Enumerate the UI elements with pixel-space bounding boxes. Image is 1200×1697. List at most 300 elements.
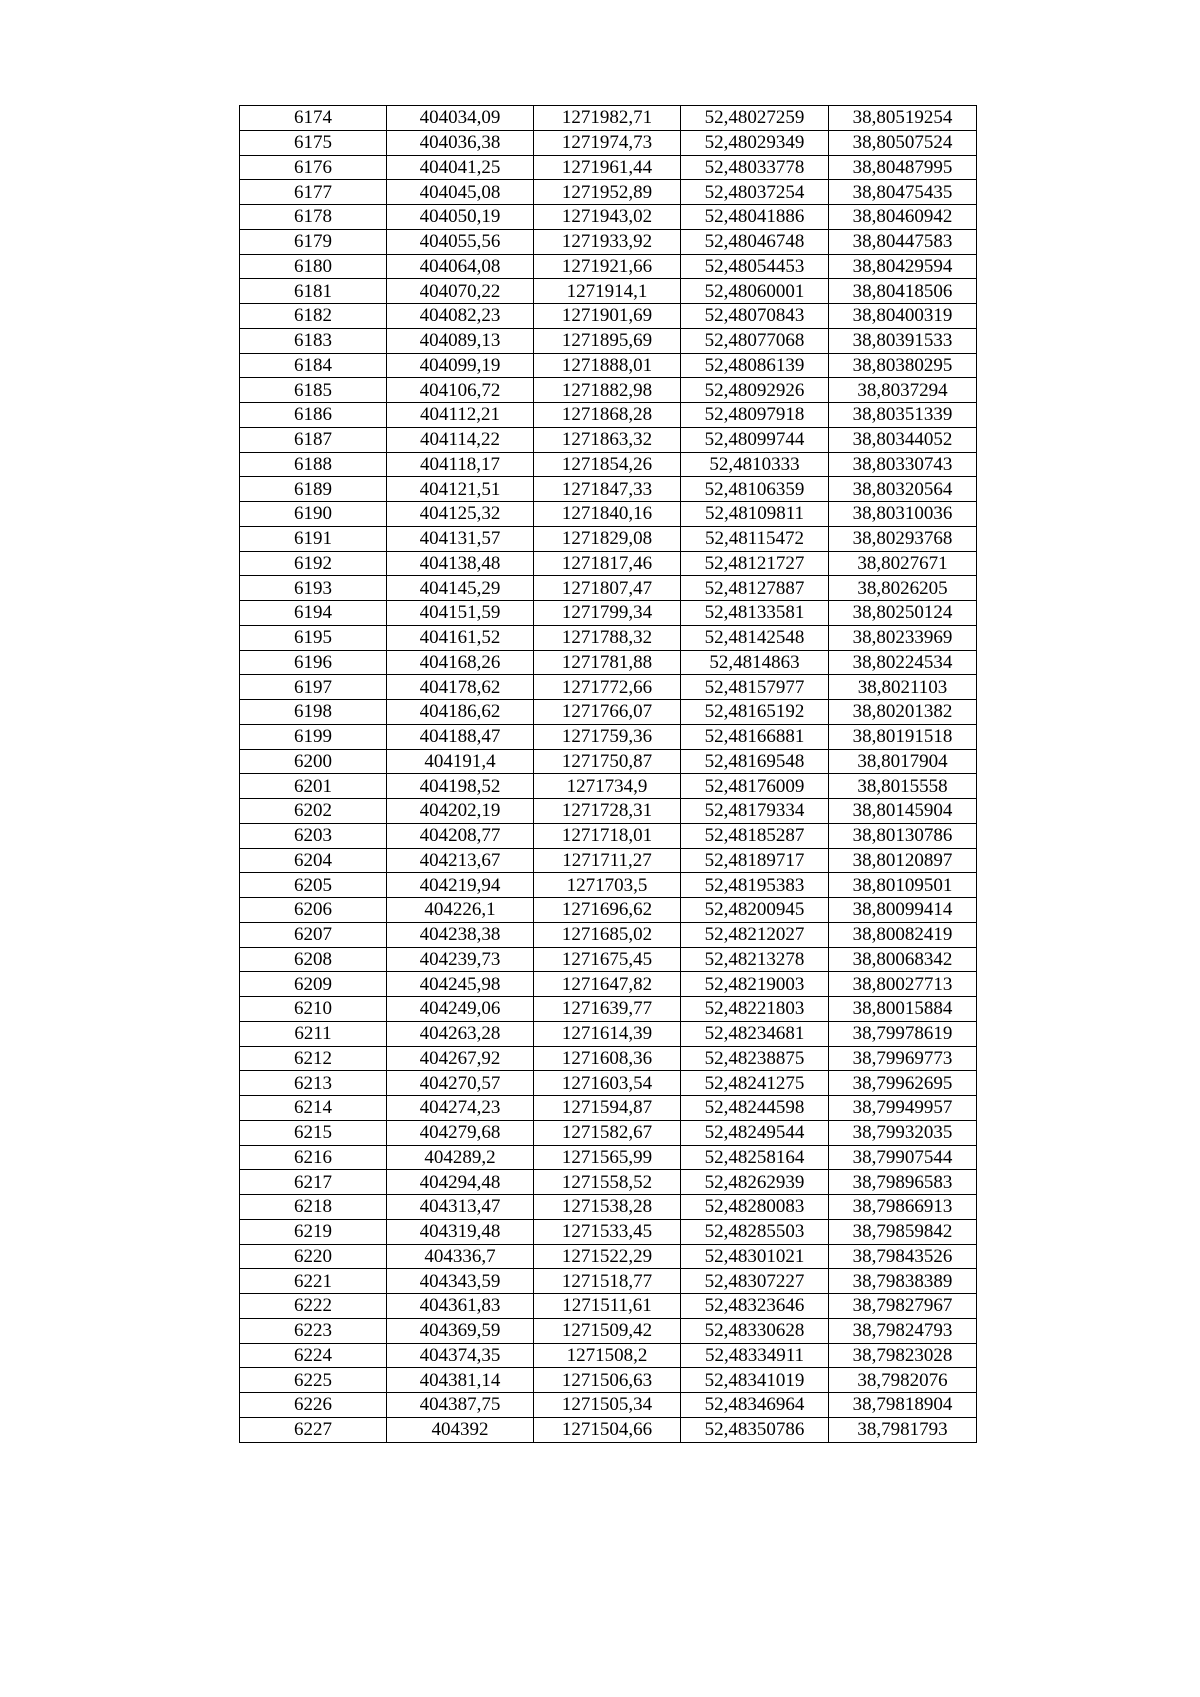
table-row (240, 229, 977, 254)
table-row (240, 972, 977, 997)
latitude-cell: 52,48127887 (681, 576, 829, 601)
y-coordinate-cell: 1271807,47 (534, 576, 681, 601)
x-coordinate-cell: 404089,13 (387, 328, 534, 353)
table-row (240, 353, 977, 378)
longitude-cell: 38,80068342 (829, 947, 977, 972)
point-number-cell: 6188 (240, 452, 387, 477)
longitude-cell: 38,80519254 (829, 106, 977, 131)
longitude-cell: 38,80320564 (829, 477, 977, 502)
x-coordinate-cell: 404099,19 (387, 353, 534, 378)
x-coordinate-cell: 404249,06 (387, 997, 534, 1022)
latitude-cell: 52,48041886 (681, 205, 829, 230)
point-number-cell: 6215 (240, 1120, 387, 1145)
latitude-cell: 52,48221803 (681, 997, 829, 1022)
latitude-cell: 52,48244598 (681, 1096, 829, 1121)
table-row (240, 922, 977, 947)
point-number-cell: 6174 (240, 106, 387, 131)
table-row (240, 1021, 977, 1046)
longitude-cell: 38,8015558 (829, 774, 977, 799)
longitude-cell: 38,80344052 (829, 427, 977, 452)
longitude-cell: 38,8026205 (829, 576, 977, 601)
y-coordinate-cell: 1271639,77 (534, 997, 681, 1022)
y-coordinate-cell: 1271829,08 (534, 526, 681, 551)
x-coordinate-cell: 404279,68 (387, 1120, 534, 1145)
table-row (240, 1368, 977, 1393)
longitude-cell: 38,8037294 (829, 378, 977, 403)
longitude-cell: 38,79866913 (829, 1195, 977, 1220)
y-coordinate-cell: 1271982,71 (534, 106, 681, 131)
y-coordinate-cell: 1271538,28 (534, 1195, 681, 1220)
longitude-cell: 38,80250124 (829, 601, 977, 626)
longitude-cell: 38,7981793 (829, 1417, 977, 1442)
point-number-cell: 6198 (240, 700, 387, 725)
y-coordinate-cell: 1271647,82 (534, 972, 681, 997)
longitude-cell: 38,79823028 (829, 1343, 977, 1368)
y-coordinate-cell: 1271614,39 (534, 1021, 681, 1046)
x-coordinate-cell: 404036,38 (387, 130, 534, 155)
table-row (240, 1269, 977, 1294)
x-coordinate-cell: 404186,62 (387, 700, 534, 725)
table-row (240, 477, 977, 502)
latitude-cell: 52,48115472 (681, 526, 829, 551)
table-row (240, 427, 977, 452)
latitude-cell: 52,48099744 (681, 427, 829, 452)
latitude-cell: 52,48106359 (681, 477, 829, 502)
y-coordinate-cell: 1271788,32 (534, 625, 681, 650)
x-coordinate-cell: 404064,08 (387, 254, 534, 279)
y-coordinate-cell: 1271943,02 (534, 205, 681, 230)
latitude-cell: 52,48046748 (681, 229, 829, 254)
latitude-cell: 52,48307227 (681, 1269, 829, 1294)
point-number-cell: 6218 (240, 1195, 387, 1220)
table-row (240, 1417, 977, 1442)
latitude-cell: 52,48234681 (681, 1021, 829, 1046)
latitude-cell: 52,48241275 (681, 1071, 829, 1096)
y-coordinate-cell: 1271882,98 (534, 378, 681, 403)
y-coordinate-cell: 1271799,34 (534, 601, 681, 626)
latitude-cell: 52,48033778 (681, 155, 829, 180)
point-number-cell: 6184 (240, 353, 387, 378)
y-coordinate-cell: 1271565,99 (534, 1145, 681, 1170)
y-coordinate-cell: 1271518,77 (534, 1269, 681, 1294)
table-row (240, 749, 977, 774)
point-number-cell: 6209 (240, 972, 387, 997)
x-coordinate-cell: 404188,47 (387, 724, 534, 749)
latitude-cell: 52,48169548 (681, 749, 829, 774)
y-coordinate-cell: 1271608,36 (534, 1046, 681, 1071)
longitude-cell: 38,80109501 (829, 873, 977, 898)
x-coordinate-cell: 404289,2 (387, 1145, 534, 1170)
latitude-cell: 52,48037254 (681, 180, 829, 205)
y-coordinate-cell: 1271914,1 (534, 279, 681, 304)
table-row (240, 724, 977, 749)
x-coordinate-cell: 404168,26 (387, 650, 534, 675)
longitude-cell: 38,80233969 (829, 625, 977, 650)
x-coordinate-cell: 404145,29 (387, 576, 534, 601)
x-coordinate-cell: 404202,19 (387, 799, 534, 824)
longitude-cell: 38,7982076 (829, 1368, 977, 1393)
point-number-cell: 6210 (240, 997, 387, 1022)
table-row (240, 1145, 977, 1170)
point-number-cell: 6202 (240, 799, 387, 824)
point-number-cell: 6181 (240, 279, 387, 304)
x-coordinate-cell: 404082,23 (387, 304, 534, 329)
point-number-cell: 6183 (240, 328, 387, 353)
x-coordinate-cell: 404034,09 (387, 106, 534, 131)
point-number-cell: 6225 (240, 1368, 387, 1393)
point-number-cell: 6186 (240, 403, 387, 428)
table-row (240, 502, 977, 527)
y-coordinate-cell: 1271766,07 (534, 700, 681, 725)
x-coordinate-cell: 404208,77 (387, 823, 534, 848)
latitude-cell: 52,48189717 (681, 848, 829, 873)
latitude-cell: 52,48249544 (681, 1120, 829, 1145)
point-number-cell: 6203 (240, 823, 387, 848)
longitude-cell: 38,80380295 (829, 353, 977, 378)
point-number-cell: 6194 (240, 601, 387, 626)
x-coordinate-cell: 404319,48 (387, 1219, 534, 1244)
x-coordinate-cell: 404114,22 (387, 427, 534, 452)
x-coordinate-cell: 404392 (387, 1417, 534, 1442)
latitude-cell: 52,48142548 (681, 625, 829, 650)
latitude-cell: 52,48185287 (681, 823, 829, 848)
latitude-cell: 52,48346964 (681, 1393, 829, 1418)
longitude-cell: 38,80507524 (829, 130, 977, 155)
y-coordinate-cell: 1271901,69 (534, 304, 681, 329)
x-coordinate-cell: 404045,08 (387, 180, 534, 205)
longitude-cell: 38,80130786 (829, 823, 977, 848)
point-number-cell: 6178 (240, 205, 387, 230)
x-coordinate-cell: 404112,21 (387, 403, 534, 428)
x-coordinate-cell: 404374,35 (387, 1343, 534, 1368)
x-coordinate-cell: 404131,57 (387, 526, 534, 551)
point-number-cell: 6199 (240, 724, 387, 749)
point-number-cell: 6179 (240, 229, 387, 254)
longitude-cell: 38,80391533 (829, 328, 977, 353)
longitude-cell: 38,8017904 (829, 749, 977, 774)
y-coordinate-cell: 1271675,45 (534, 947, 681, 972)
longitude-cell: 38,80418506 (829, 279, 977, 304)
point-number-cell: 6197 (240, 675, 387, 700)
table-row (240, 378, 977, 403)
x-coordinate-cell: 404226,1 (387, 898, 534, 923)
longitude-cell: 38,80082419 (829, 922, 977, 947)
point-number-cell: 6224 (240, 1343, 387, 1368)
latitude-cell: 52,48341019 (681, 1368, 829, 1393)
x-coordinate-cell: 404343,59 (387, 1269, 534, 1294)
x-coordinate-cell: 404125,32 (387, 502, 534, 527)
point-number-cell: 6213 (240, 1071, 387, 1096)
point-number-cell: 6211 (240, 1021, 387, 1046)
x-coordinate-cell: 404245,98 (387, 972, 534, 997)
x-coordinate-cell: 404138,48 (387, 551, 534, 576)
latitude-cell: 52,48086139 (681, 353, 829, 378)
latitude-cell: 52,48213278 (681, 947, 829, 972)
table-row (240, 1046, 977, 1071)
point-number-cell: 6176 (240, 155, 387, 180)
latitude-cell: 52,48109811 (681, 502, 829, 527)
longitude-cell: 38,80224534 (829, 650, 977, 675)
y-coordinate-cell: 1271509,42 (534, 1318, 681, 1343)
longitude-cell: 38,79907544 (829, 1145, 977, 1170)
x-coordinate-cell: 404381,14 (387, 1368, 534, 1393)
latitude-cell: 52,48350786 (681, 1417, 829, 1442)
x-coordinate-cell: 404263,28 (387, 1021, 534, 1046)
point-number-cell: 6217 (240, 1170, 387, 1195)
latitude-cell: 52,48097918 (681, 403, 829, 428)
point-number-cell: 6187 (240, 427, 387, 452)
longitude-cell: 38,80120897 (829, 848, 977, 873)
y-coordinate-cell: 1271888,01 (534, 353, 681, 378)
x-coordinate-cell: 404070,22 (387, 279, 534, 304)
longitude-cell: 38,80145904 (829, 799, 977, 824)
y-coordinate-cell: 1271703,5 (534, 873, 681, 898)
table-row (240, 848, 977, 873)
table-row (240, 1294, 977, 1319)
latitude-cell: 52,48323646 (681, 1294, 829, 1319)
point-number-cell: 6180 (240, 254, 387, 279)
table-row (240, 898, 977, 923)
longitude-cell: 38,79896583 (829, 1170, 977, 1195)
y-coordinate-cell: 1271533,45 (534, 1219, 681, 1244)
y-coordinate-cell: 1271511,61 (534, 1294, 681, 1319)
point-number-cell: 6206 (240, 898, 387, 923)
longitude-cell: 38,80330743 (829, 452, 977, 477)
y-coordinate-cell: 1271974,73 (534, 130, 681, 155)
x-coordinate-cell: 404118,17 (387, 452, 534, 477)
x-coordinate-cell: 404313,47 (387, 1195, 534, 1220)
y-coordinate-cell: 1271847,33 (534, 477, 681, 502)
point-number-cell: 6222 (240, 1294, 387, 1319)
y-coordinate-cell: 1271772,66 (534, 675, 681, 700)
x-coordinate-cell: 404213,67 (387, 848, 534, 873)
table-row (240, 403, 977, 428)
point-number-cell: 6214 (240, 1096, 387, 1121)
longitude-cell: 38,80475435 (829, 180, 977, 205)
table-row (240, 1219, 977, 1244)
y-coordinate-cell: 1271718,01 (534, 823, 681, 848)
table-row (240, 700, 977, 725)
longitude-cell: 38,80447583 (829, 229, 977, 254)
table-row (240, 576, 977, 601)
latitude-cell: 52,48179334 (681, 799, 829, 824)
latitude-cell: 52,48166881 (681, 724, 829, 749)
y-coordinate-cell: 1271522,29 (534, 1244, 681, 1269)
y-coordinate-cell: 1271582,67 (534, 1120, 681, 1145)
table-row (240, 130, 977, 155)
point-number-cell: 6182 (240, 304, 387, 329)
longitude-cell: 38,80429594 (829, 254, 977, 279)
point-number-cell: 6226 (240, 1393, 387, 1418)
point-number-cell: 6227 (240, 1417, 387, 1442)
y-coordinate-cell: 1271933,92 (534, 229, 681, 254)
table-row (240, 823, 977, 848)
longitude-cell: 38,79838389 (829, 1269, 977, 1294)
longitude-cell: 38,80400319 (829, 304, 977, 329)
latitude-cell: 52,48212027 (681, 922, 829, 947)
latitude-cell: 52,48133581 (681, 601, 829, 626)
point-number-cell: 6207 (240, 922, 387, 947)
x-coordinate-cell: 404219,94 (387, 873, 534, 898)
table-row (240, 1195, 977, 1220)
x-coordinate-cell: 404239,73 (387, 947, 534, 972)
point-number-cell: 6205 (240, 873, 387, 898)
y-coordinate-cell: 1271817,46 (534, 551, 681, 576)
point-number-cell: 6221 (240, 1269, 387, 1294)
table-row (240, 1393, 977, 1418)
table-row (240, 1120, 977, 1145)
latitude-cell: 52,48092926 (681, 378, 829, 403)
longitude-cell: 38,80460942 (829, 205, 977, 230)
point-number-cell: 6191 (240, 526, 387, 551)
y-coordinate-cell: 1271558,52 (534, 1170, 681, 1195)
latitude-cell: 52,48219003 (681, 972, 829, 997)
longitude-cell: 38,8027671 (829, 551, 977, 576)
y-coordinate-cell: 1271854,26 (534, 452, 681, 477)
point-number-cell: 6220 (240, 1244, 387, 1269)
latitude-cell: 52,48157977 (681, 675, 829, 700)
table-row (240, 625, 977, 650)
latitude-cell: 52,48077068 (681, 328, 829, 353)
latitude-cell: 52,48301021 (681, 1244, 829, 1269)
y-coordinate-cell: 1271750,87 (534, 749, 681, 774)
x-coordinate-cell: 404369,59 (387, 1318, 534, 1343)
latitude-cell: 52,48334911 (681, 1343, 829, 1368)
y-coordinate-cell: 1271840,16 (534, 502, 681, 527)
longitude-cell: 38,79978619 (829, 1021, 977, 1046)
y-coordinate-cell: 1271508,2 (534, 1343, 681, 1368)
point-number-cell: 6196 (240, 650, 387, 675)
latitude-cell: 52,4814863 (681, 650, 829, 675)
latitude-cell: 52,48176009 (681, 774, 829, 799)
x-coordinate-cell: 404387,75 (387, 1393, 534, 1418)
latitude-cell: 52,4810333 (681, 452, 829, 477)
point-number-cell: 6208 (240, 947, 387, 972)
table-row (240, 601, 977, 626)
longitude-cell: 38,8021103 (829, 675, 977, 700)
longitude-cell: 38,80201382 (829, 700, 977, 725)
table-row (240, 947, 977, 972)
point-number-cell: 6195 (240, 625, 387, 650)
table-row (240, 328, 977, 353)
latitude-cell: 52,48029349 (681, 130, 829, 155)
table-row (240, 279, 977, 304)
y-coordinate-cell: 1271961,44 (534, 155, 681, 180)
y-coordinate-cell: 1271505,34 (534, 1393, 681, 1418)
x-coordinate-cell: 404121,51 (387, 477, 534, 502)
x-coordinate-cell: 404336,7 (387, 1244, 534, 1269)
x-coordinate-cell: 404041,25 (387, 155, 534, 180)
y-coordinate-cell: 1271895,69 (534, 328, 681, 353)
longitude-cell: 38,80351339 (829, 403, 977, 428)
latitude-cell: 52,48195383 (681, 873, 829, 898)
table-row (240, 997, 977, 1022)
x-coordinate-cell: 404050,19 (387, 205, 534, 230)
table-row (240, 1096, 977, 1121)
x-coordinate-cell: 404361,83 (387, 1294, 534, 1319)
longitude-cell: 38,79962695 (829, 1071, 977, 1096)
y-coordinate-cell: 1271685,02 (534, 922, 681, 947)
latitude-cell: 52,48060001 (681, 279, 829, 304)
longitude-cell: 38,79969773 (829, 1046, 977, 1071)
point-number-cell: 6177 (240, 180, 387, 205)
y-coordinate-cell: 1271952,89 (534, 180, 681, 205)
point-number-cell: 6219 (240, 1219, 387, 1244)
x-coordinate-cell: 404161,52 (387, 625, 534, 650)
y-coordinate-cell: 1271728,31 (534, 799, 681, 824)
longitude-cell: 38,80310036 (829, 502, 977, 527)
point-number-cell: 6189 (240, 477, 387, 502)
latitude-cell: 52,48070843 (681, 304, 829, 329)
point-number-cell: 6185 (240, 378, 387, 403)
latitude-cell: 52,48258164 (681, 1145, 829, 1170)
longitude-cell: 38,80099414 (829, 898, 977, 923)
longitude-cell: 38,79859842 (829, 1219, 977, 1244)
point-number-cell: 6190 (240, 502, 387, 527)
latitude-cell: 52,48330628 (681, 1318, 829, 1343)
point-number-cell: 6175 (240, 130, 387, 155)
latitude-cell: 52,48285503 (681, 1219, 829, 1244)
longitude-cell: 38,79843526 (829, 1244, 977, 1269)
x-coordinate-cell: 404151,59 (387, 601, 534, 626)
table-row (240, 180, 977, 205)
point-number-cell: 6212 (240, 1046, 387, 1071)
table-row (240, 526, 977, 551)
latitude-cell: 52,48054453 (681, 254, 829, 279)
table-row (240, 774, 977, 799)
y-coordinate-cell: 1271603,54 (534, 1071, 681, 1096)
longitude-cell: 38,79932035 (829, 1120, 977, 1145)
y-coordinate-cell: 1271781,88 (534, 650, 681, 675)
latitude-cell: 52,48262939 (681, 1170, 829, 1195)
y-coordinate-cell: 1271506,63 (534, 1368, 681, 1393)
coordinate-table (239, 105, 977, 1443)
table-row (240, 1071, 977, 1096)
longitude-cell: 38,79818904 (829, 1393, 977, 1418)
longitude-cell: 38,80015884 (829, 997, 977, 1022)
y-coordinate-cell: 1271734,9 (534, 774, 681, 799)
y-coordinate-cell: 1271759,36 (534, 724, 681, 749)
x-coordinate-cell: 404191,4 (387, 749, 534, 774)
x-coordinate-cell: 404055,56 (387, 229, 534, 254)
table-row (240, 675, 977, 700)
table-row (240, 1170, 977, 1195)
x-coordinate-cell: 404294,48 (387, 1170, 534, 1195)
longitude-cell: 38,80191518 (829, 724, 977, 749)
x-coordinate-cell: 404106,72 (387, 378, 534, 403)
y-coordinate-cell: 1271504,66 (534, 1417, 681, 1442)
point-number-cell: 6204 (240, 848, 387, 873)
point-number-cell: 6192 (240, 551, 387, 576)
table-row (240, 155, 977, 180)
y-coordinate-cell: 1271921,66 (534, 254, 681, 279)
point-number-cell: 6216 (240, 1145, 387, 1170)
latitude-cell: 52,48027259 (681, 106, 829, 131)
table-row (240, 1244, 977, 1269)
table-row (240, 551, 977, 576)
y-coordinate-cell: 1271594,87 (534, 1096, 681, 1121)
table-row (240, 799, 977, 824)
point-number-cell: 6200 (240, 749, 387, 774)
point-number-cell: 6193 (240, 576, 387, 601)
table-row (240, 650, 977, 675)
table-row (240, 254, 977, 279)
longitude-cell: 38,80293768 (829, 526, 977, 551)
table-row (240, 304, 977, 329)
table-row (240, 106, 977, 131)
point-number-cell: 6223 (240, 1318, 387, 1343)
latitude-cell: 52,48200945 (681, 898, 829, 923)
